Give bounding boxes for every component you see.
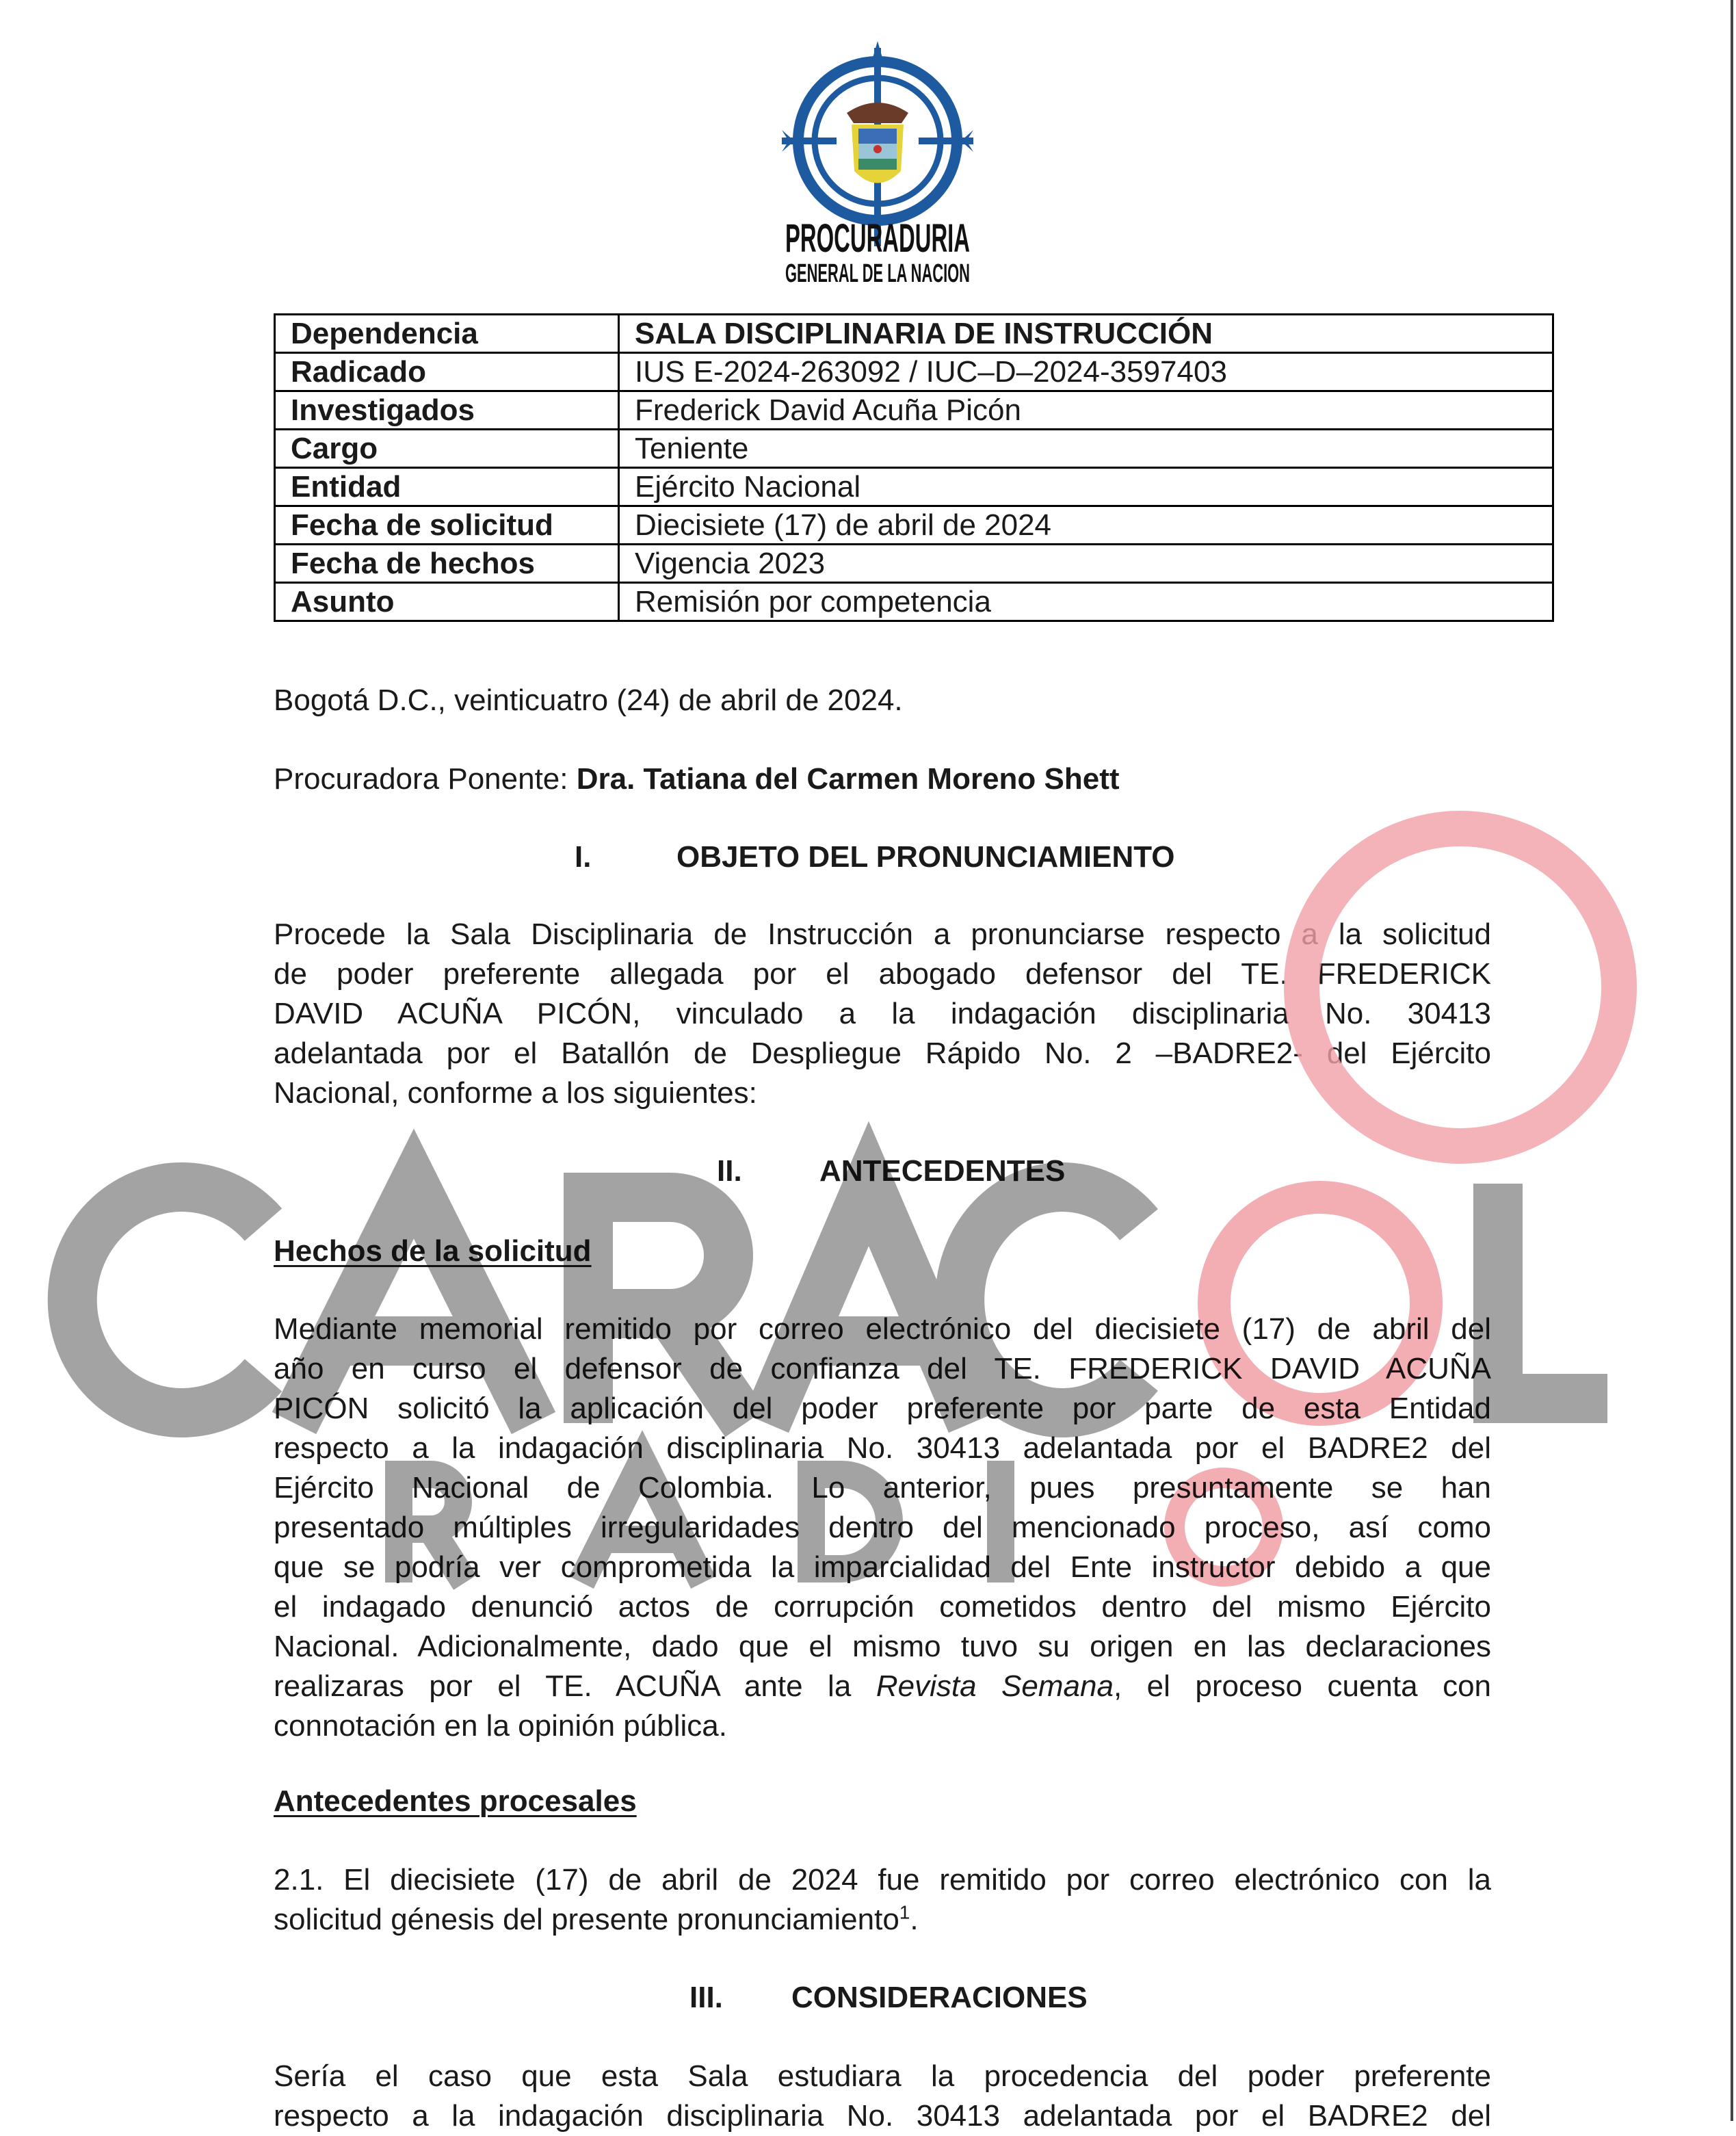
text-line: que se podría ver comprometida la imparcialidad del Ente instructor debido a que: [274, 1550, 1491, 1584]
text-line: respecto a la indagación disciplinaria No. 30413 adelantada por el BADRE2 del: [274, 1431, 1491, 1465]
table-row: [275, 315, 1553, 353]
text-line: Ejército Nacional de Colombia. Lo anterior, pues presuntamente se han: [274, 1471, 1491, 1505]
text-line: de poder preferente allegada por el abogado defensor del TE. FREDERICK: [274, 957, 1491, 991]
row-label: Asunto: [275, 583, 619, 621]
row-label: Entidad: [275, 468, 619, 506]
table-row: [275, 545, 1553, 583]
row-value: Frederick David Acuña Picón: [619, 391, 1553, 430]
row-value: Vigencia 2023: [619, 545, 1553, 583]
text-line: respecto a la indagación disciplinaria No. 30413 adelantada por el BADRE2 del: [274, 2099, 1491, 2133]
row-label: Investigados: [275, 391, 619, 430]
procuraduria-logo: [775, 34, 980, 291]
section-1-title: OBJETO DEL PRONUNCIAMIENTO: [676, 840, 1175, 874]
text-line: Nacional. Adicionalmente, dado que el mismo tuvo su origen en las declaraciones: [274, 1630, 1491, 1663]
row-label: Dependencia: [275, 315, 619, 353]
subheading-procesales: Antecedentes procesales: [274, 1784, 637, 1818]
publication-name: Revista Semana: [876, 1669, 1114, 1703]
row-label: Fecha de hechos: [275, 545, 619, 583]
row-value: SALA DISCIPLINARIA DE INSTRUCCIÓN: [619, 315, 1553, 353]
text-fragment: .: [910, 1903, 919, 1936]
text-line: presentado múltiples irregularidades dentro del mencionado proceso, así como: [274, 1511, 1491, 1544]
table-row: [275, 391, 1553, 430]
section-3-number: III.: [689, 1981, 723, 2014]
text-line: Mediante memorial remitido por correo electrónico del diecisiete (17) de abril del: [274, 1312, 1491, 1346]
text-fragment: , el proceso cuenta con: [1113, 1669, 1492, 1703]
table-row: [275, 506, 1553, 545]
text-line: [274, 1667, 1491, 1706]
section-3-title: CONSIDERACIONES: [791, 1981, 1088, 2014]
text-line: DAVID ACUÑA PICÓN, vinculado a la indagación disciplinaria No. 30413: [274, 997, 1491, 1030]
subheading-hechos: Hechos de la solicitud: [274, 1234, 592, 1268]
row-value: Ejército Nacional: [619, 468, 1553, 506]
paragraph-2-1: [274, 1860, 1491, 1940]
text-line: Sería el caso que esta Sala estudiara la procedencia del poder preferente: [274, 2059, 1491, 2093]
text-fragment: realizaras por el TE. ACUÑA ante la: [274, 1669, 876, 1703]
text-line: 2.1. El diecisiete (17) de abril de 2024 fue remitido por correo electrónico con la: [274, 1863, 1491, 1897]
ponente-label: Procuradora Ponente:: [274, 762, 577, 796]
text-line: [274, 1900, 1491, 1940]
logo-line2: GENERAL DE LA NACION: [785, 259, 970, 288]
row-value: Diecisiete (17) de abril de 2024: [619, 506, 1553, 545]
table-row: [275, 583, 1553, 621]
logo-line1: PROCURADURIA: [785, 216, 970, 261]
row-value: Teniente: [619, 430, 1553, 468]
section-2-number: II.: [717, 1154, 742, 1188]
page-border: [1731, 0, 1733, 2121]
row-value: IUS E-2024-263092 / IUC–D–2024-3597403: [619, 353, 1553, 391]
row-label: Cargo: [275, 430, 619, 468]
footnote-ref[interactable]: 1: [899, 1901, 910, 1923]
ponente-line: [274, 759, 1491, 799]
text-fragment: solicitud génesis del presente pronunciamiento: [274, 1903, 899, 1936]
ponente-name: Dra. Tatiana del Carmen Moreno Shett: [576, 762, 1120, 796]
text-line: PICÓN solicitó la aplicación del poder preferente por parte de esta Entidad: [274, 1392, 1491, 1425]
paragraph-objeto: [274, 915, 1491, 1113]
section-2-title: ANTECEDENTES: [819, 1154, 1066, 1188]
text-line: adelantada por el Batallón de Despliegue Rápido No. 2 –BADRE2- del Ejército: [274, 1037, 1491, 1070]
table-row: [275, 468, 1553, 506]
case-info-table: [274, 313, 1554, 622]
watermark-letter-l: [1498, 1184, 1607, 1398]
row-value: Remisión por competencia: [619, 583, 1553, 621]
row-label: Radicado: [275, 353, 619, 391]
text-line: Nacional, conforme a los siguientes:: [274, 1076, 757, 1110]
text-line: año en curso el defensor de confianza del TE. FREDERICK DAVID ACUÑA: [274, 1352, 1491, 1385]
section-1-number: I.: [575, 840, 592, 874]
paragraph-hechos: [274, 1310, 1491, 1746]
table-row: [275, 353, 1553, 391]
watermark-letter-c: [73, 1187, 263, 1413]
table-row: [275, 430, 1553, 468]
row-label: Fecha de solicitud: [275, 506, 619, 545]
place-date: Bogotá D.C., veinticuatro (24) de abril de 2024.: [274, 683, 903, 717]
text-line: connotación en la opinión pública.: [274, 1709, 727, 1743]
paragraph-consideraciones: [274, 2057, 1491, 2136]
text-line: Procede la Sala Disciplinaria de Instrucción a pronunciarse respecto a la solicitud: [274, 917, 1491, 951]
text-line: el indagado denunció actos de corrupción cometidos dentro del mismo Ejército: [274, 1590, 1491, 1624]
